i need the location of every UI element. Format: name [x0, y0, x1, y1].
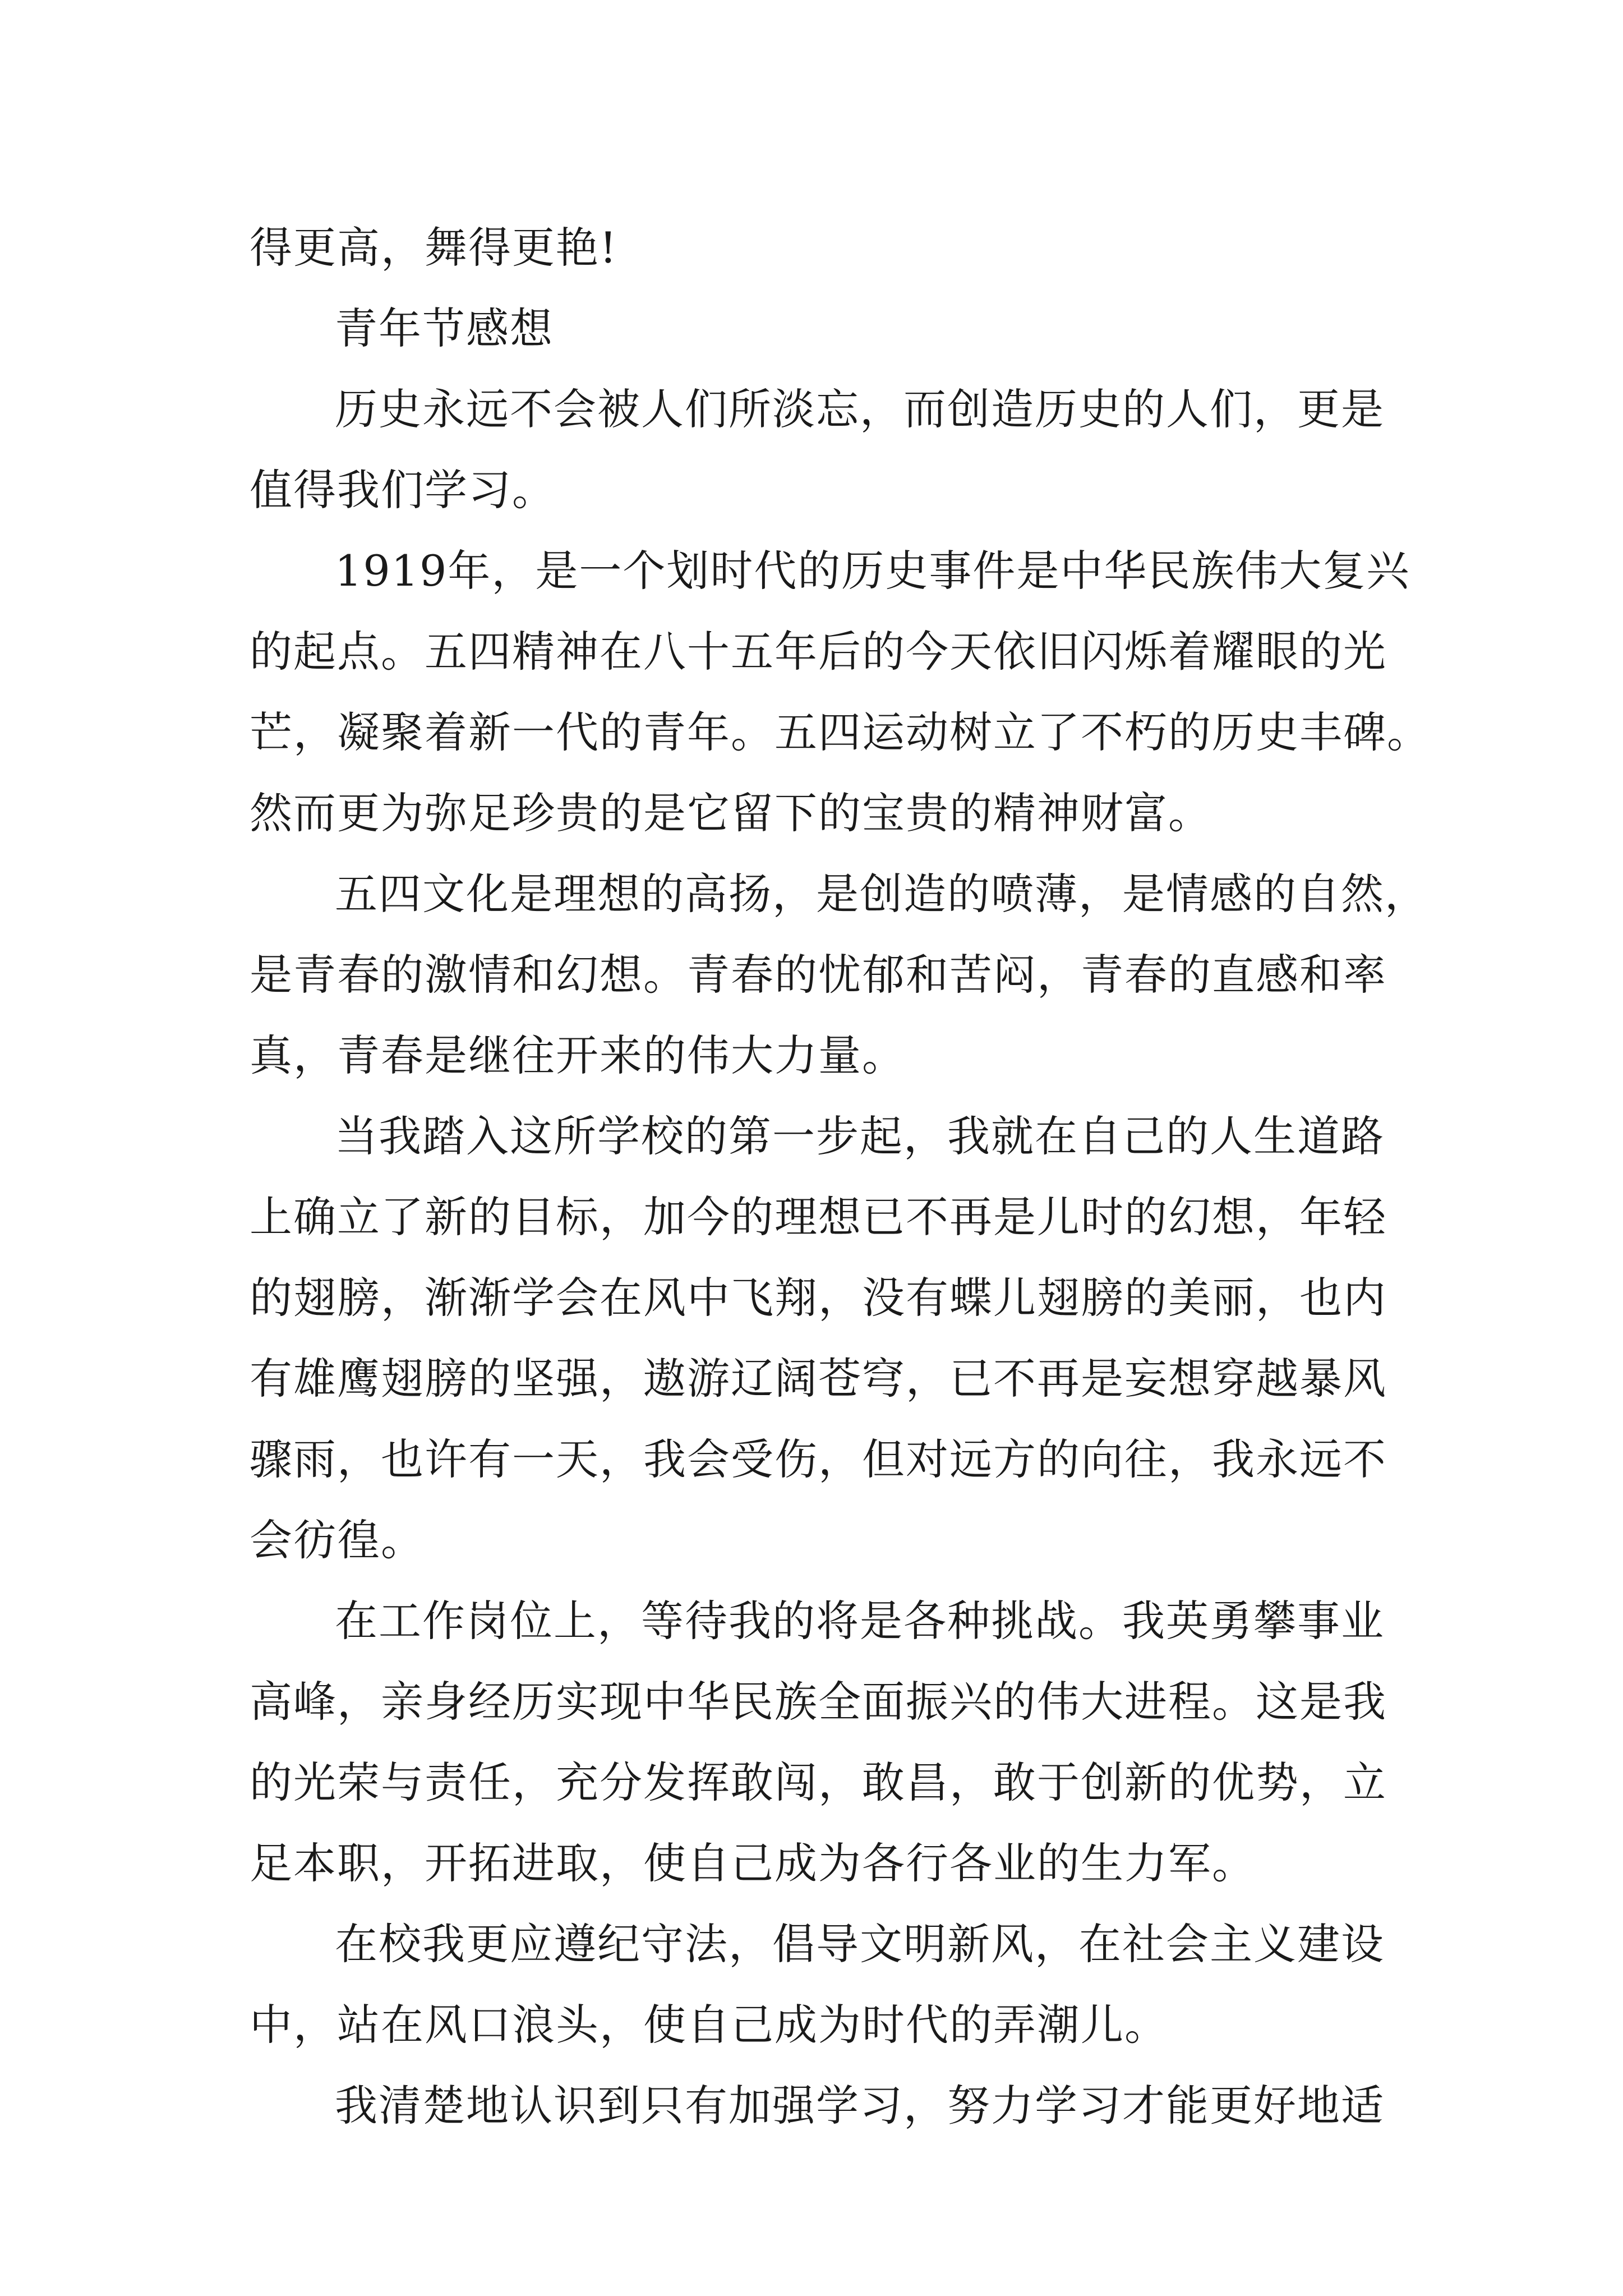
text-line: 在校我更应遵纪守法，倡导文明新风，在社会主义建设 — [335, 1919, 1385, 1969]
document-body — [250, 208, 1431, 2146]
text-line: 历史永远不会被人们所淡忘，而创造历史的人们，更是 — [335, 384, 1385, 434]
text-line: 有雄鹰翅膀的坚强，遨游辽阔苍穹，已不再是妄想穿越暴风 — [250, 1354, 1387, 1404]
section-heading: 青年节感想 — [335, 303, 554, 353]
text-line: 得更高，舞得更艳! — [250, 223, 618, 273]
text-line: 真，青春是继往开来的伟大力量。 — [250, 1030, 906, 1080]
text-line: 上确立了新的目标，加今的理想已不再是儿时的幻想，年轻 — [250, 1192, 1387, 1242]
text-line: 高峰，亲身经历实现中华民族全面振兴的伟大进程。这是我 — [250, 1677, 1387, 1727]
text-line: 值得我们学习。 — [250, 465, 556, 515]
text-line: 我清楚地认识到只有加强学习，努力学习才能更好地适 — [335, 2081, 1385, 2131]
text-line: 是青春的激情和幻想。青春的忧郁和苦闷，青春的直感和率 — [250, 950, 1387, 1000]
text-line: 骤雨，也许有一天，我会受伤，但对远方的向往，我永远不 — [250, 1434, 1387, 1484]
text-line: 当我踏入这所学校的第一步起，我就在自己的人生道路 — [335, 1111, 1385, 1161]
text-line: 五四文化是理想的高扬，是创造的喷薄，是情感的自然， — [335, 869, 1428, 919]
text-line: 足本职，开拓进取，使自己成为各行各业的生力军。 — [250, 1838, 1256, 1888]
text-line: 会彷徨。 — [250, 1515, 425, 1565]
text-line: 然而更为弥足珍贵的是它留下的宝贵的精神财富。 — [250, 788, 1212, 838]
text-line: 芒，凝聚着新一代的青年。五四运动树立了不朽的历史丰碑。 — [250, 707, 1431, 757]
text-line: 1919年，是一个划时代的历史事件是中华民族伟大复兴 — [335, 546, 1410, 596]
text-line: 的光荣与责任，充分发挥敢闯，敢昌，敢于创新的优势，立 — [250, 1757, 1387, 1807]
text-line: 的起点。五四精神在八十五年后的今天依旧闪烁着耀眼的光 — [250, 627, 1387, 677]
text-line: 在工作岗位上，等待我的将是各种挑战。我英勇攀事业 — [335, 1596, 1385, 1646]
text-line: 的翅膀，渐渐学会在风中飞翔，没有蝶儿翅膀的美丽，也内 — [250, 1273, 1387, 1323]
text-line: 中，站在风口浪头，使自己成为时代的弄潮儿。 — [250, 2000, 1168, 2050]
